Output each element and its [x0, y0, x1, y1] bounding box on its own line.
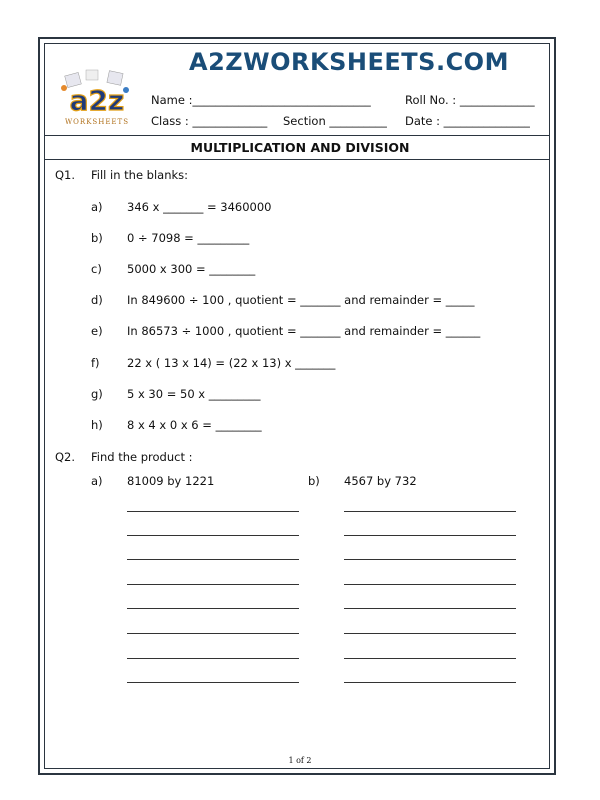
- answer-line[interactable]: [344, 559, 516, 560]
- q1-number: Q1.: [55, 168, 76, 182]
- q1-item-letter: c): [91, 262, 102, 276]
- svg-text:a2z: a2z: [69, 84, 125, 117]
- answer-line[interactable]: [344, 511, 516, 512]
- roll-no-field-label: Roll No. : _____________: [405, 93, 535, 107]
- q1-prompt: Fill in the blanks:: [91, 168, 189, 182]
- q1-item-text: 346 x _______ = 3460000: [127, 200, 272, 214]
- answer-line[interactable]: [127, 584, 299, 585]
- answer-line[interactable]: [127, 559, 299, 560]
- q1-item-letter: g): [91, 387, 103, 401]
- q1-item-letter: f): [91, 356, 100, 370]
- title-divider: [44, 159, 550, 160]
- q1-item-letter: h): [91, 418, 103, 432]
- q1-item-text: In 849600 ÷ 100 , quotient = _______ and remainder = _____: [127, 293, 475, 307]
- header-divider: [44, 135, 550, 136]
- q1-item-text: 22 x ( 13 x 14) = (22 x 13) x _______: [127, 356, 336, 370]
- q1-item-letter: e): [91, 324, 103, 338]
- q1-item-letter: a): [91, 200, 103, 214]
- answer-line[interactable]: [344, 658, 516, 659]
- section-field-label: Section __________: [283, 114, 387, 128]
- q2-number: Q2.: [55, 450, 76, 464]
- q1-item-text: 8 x 4 x 0 x 6 = ________: [127, 418, 262, 432]
- site-title: A2ZWORKSHEETS.COM: [189, 48, 509, 76]
- q2-prompt: Find the product :: [91, 450, 193, 464]
- q1-item-text: 5 x 30 = 50 x _________: [127, 387, 261, 401]
- q1-item-text: In 86573 ÷ 1000 , quotient = _______ and remainder = ______: [127, 324, 481, 338]
- answer-line[interactable]: [344, 633, 516, 634]
- q1-item-text: 0 ÷ 7098 = _________: [127, 231, 250, 245]
- answer-line[interactable]: [127, 658, 299, 659]
- q1-item-text: 5000 x 300 = ________: [127, 262, 256, 276]
- answer-line[interactable]: [127, 511, 299, 512]
- answer-line[interactable]: [344, 584, 516, 585]
- a2z-logo-icon: [56, 68, 138, 128]
- svg-text:WORKSHEETS: WORKSHEETS: [64, 118, 130, 126]
- q2-b-letter: b): [308, 474, 320, 488]
- q2-b-text: 4567 by 732: [344, 474, 417, 488]
- page-number: 1 of 2: [288, 756, 312, 765]
- date-field-label: Date : _______________: [405, 114, 530, 128]
- worksheet-title: MULTIPLICATION AND DIVISION: [190, 140, 410, 155]
- q1-item-letter: d): [91, 293, 103, 307]
- answer-line[interactable]: [127, 608, 299, 609]
- answer-line[interactable]: [127, 535, 299, 536]
- name-field-label: Name :_______________________________: [151, 93, 371, 107]
- class-field-label: Class : _____________: [151, 114, 268, 128]
- q2-a-text: 81009 by 1221: [127, 474, 215, 488]
- answer-line[interactable]: [127, 682, 299, 683]
- answer-line[interactable]: [344, 682, 516, 683]
- answer-line[interactable]: [344, 535, 516, 536]
- q1-item-letter: b): [91, 231, 103, 245]
- answer-line[interactable]: [344, 608, 516, 609]
- answer-line[interactable]: [127, 633, 299, 634]
- q2-a-letter: a): [91, 474, 103, 488]
